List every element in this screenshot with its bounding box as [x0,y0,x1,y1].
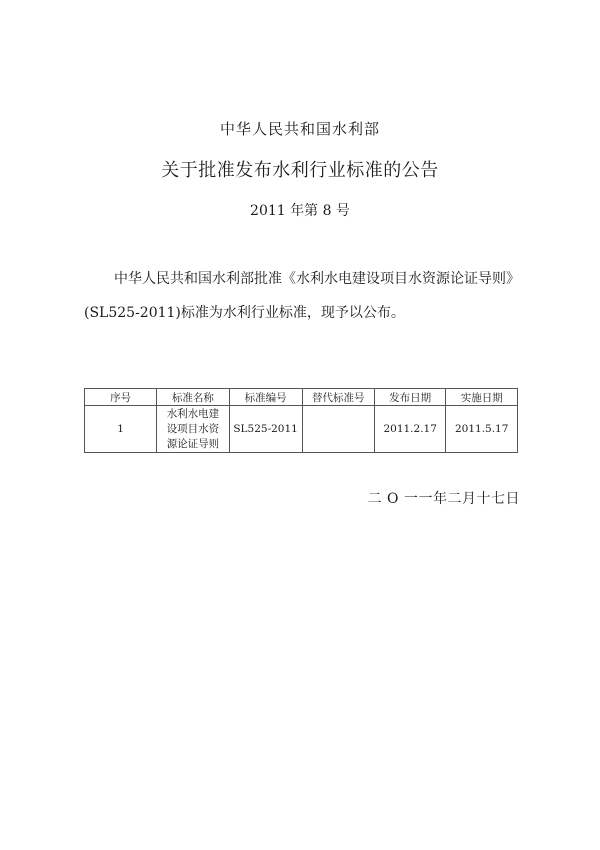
cell-effective-date: 2011.5.17 [446,406,518,453]
table-row [85,406,518,453]
document-number: 2011 年第 8 号 [250,203,350,219]
issuing-ministry: 中华人民共和国水利部 [219,120,380,138]
announcement-title: 关于批准发布水利行业标准的公告 [161,160,439,181]
header-standard-code: 标准编号 [229,389,302,406]
cell-standard-code: SL525-2011 [229,406,302,453]
cell-serial-number: 1 [85,406,157,453]
cell-standard-name: 水利水电建 设项目水资 源论证导则 [157,406,229,453]
cell-publish-date: 2011.2.17 [374,406,446,453]
header-replaced-standard: 替代标准号 [302,389,374,406]
header-standard-name: 标准名称 [157,389,229,406]
issue-date: 二 O 一一年二月十七日 [367,491,520,507]
header-publish-date: 发布日期 [374,389,446,406]
body-line-2: (SL525-2011)标准为水利行业标准，现予以公布。 [84,305,405,321]
standards-table [84,388,518,453]
announcement-body [84,262,534,330]
header-effective-date: 实施日期 [446,389,518,406]
table-header-row [85,389,518,406]
header-serial-number: 序号 [85,389,157,406]
cell-replaced-standard [302,406,374,453]
body-line-1: 中华人民共和国水利部批准《水利水电建设项目水资源论证导则》 [114,271,520,287]
